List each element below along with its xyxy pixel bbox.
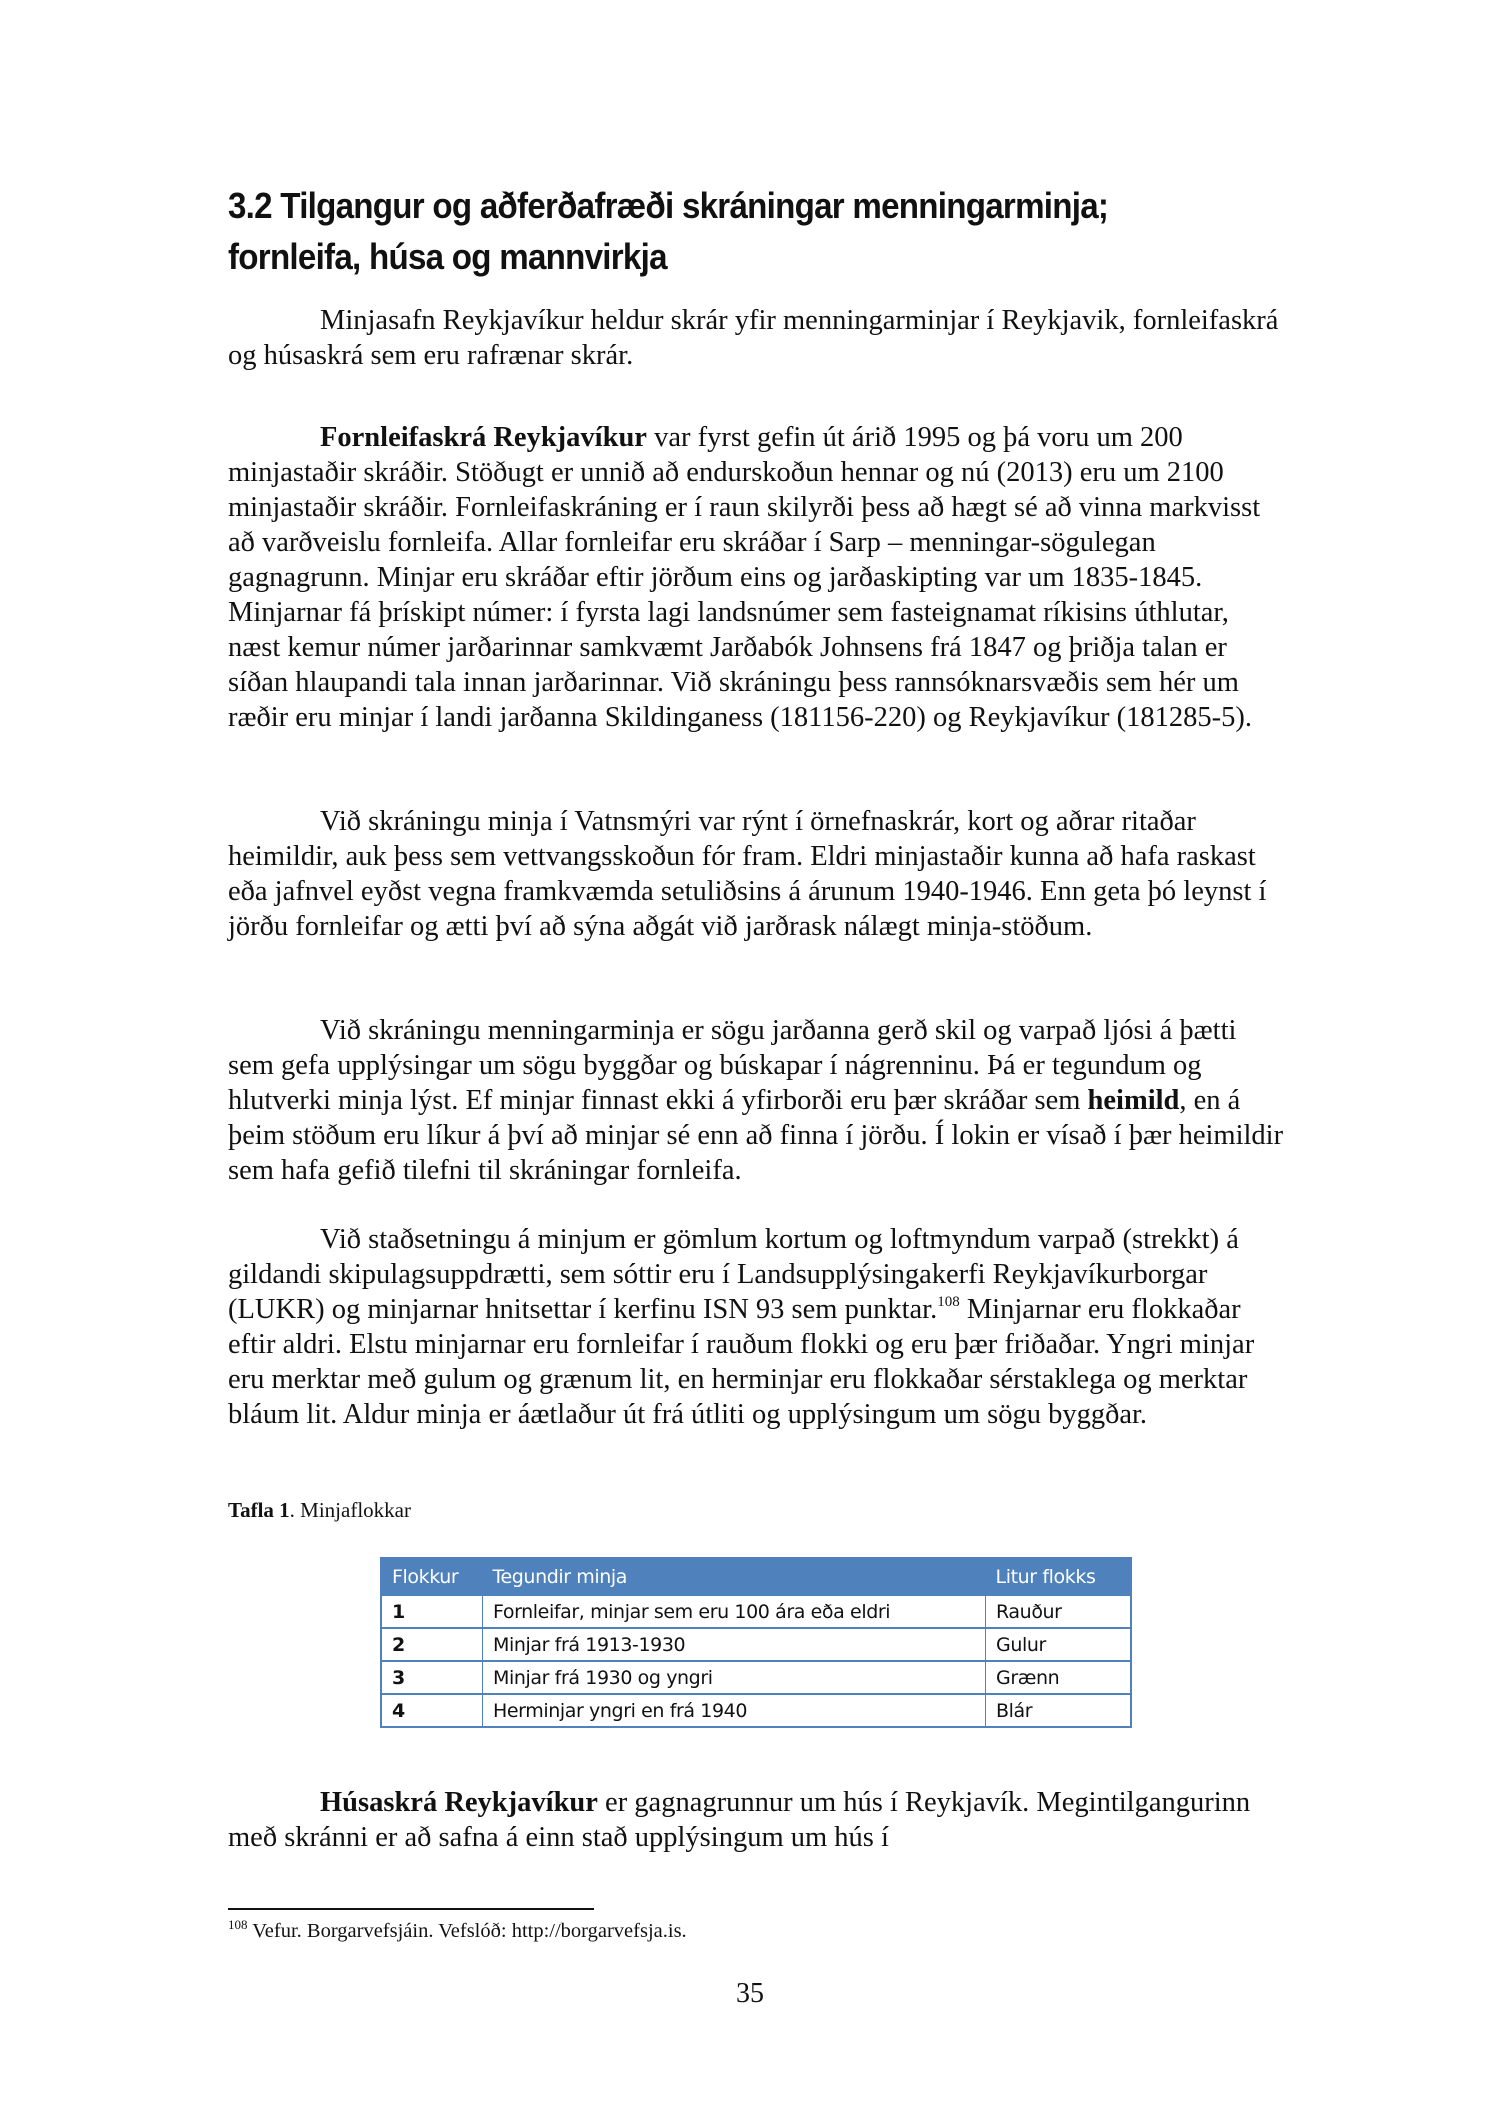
table-row	[381, 1628, 1131, 1661]
paragraph-menningarminjar	[228, 1013, 1288, 1188]
paragraph-text: , en á þeim stöðum eru líkur á því að minjar sé enn að finna í jörðu. Í lokin er vísað í þær heimildir sem hafa gefið tilefni til skráningar fornleifa.	[228, 1085, 1284, 1186]
minjaflokkar-table	[380, 1557, 1132, 1728]
table-row	[381, 1694, 1131, 1727]
heading-line-1: 3.2 Tilgangur og aðferðafræði skráningar menningarminja;	[228, 185, 1109, 226]
table-caption	[228, 1498, 411, 1523]
heading-line-2: fornleifa, húsa og mannvirkja	[228, 236, 667, 277]
paragraph-vatnsmyri	[228, 804, 1288, 944]
paragraph-text: er gagnagrunnur um hús í Reykjavík. Megintilgangurinn með skránni er að safna á einn stað upplýsingum um hús í	[228, 1787, 1251, 1853]
paragraph-stadsetning	[228, 1222, 1288, 1432]
caption-label: Tafla 1	[228, 1498, 290, 1522]
bold-term: heimild	[1087, 1085, 1180, 1116]
paragraph-intro	[228, 303, 1288, 373]
column-header-flokkur: Flokkur	[381, 1558, 483, 1595]
cell-flokkur: 2	[381, 1628, 483, 1661]
table-row	[381, 1661, 1131, 1694]
paragraph-text: Við staðsetningu á minjum er gömlum kortum og loftmyndum varpað (strekkt) á gildandi skipulagsuppdrætti, sem sóttir eru í Landsupplýsingakerfi Reykjavíkurborgar (LUKR) og minjarnar hnitsettar í kerfinu ISN 93 sem punktar.	[228, 1224, 1239, 1325]
cell-flokkur: 1	[381, 1595, 483, 1628]
cell-tegund: Herminjar yngri en frá 1940	[483, 1694, 986, 1727]
footnote-number: 108	[228, 1917, 248, 1932]
table-row	[381, 1595, 1131, 1628]
cell-litur: Blár	[986, 1694, 1131, 1727]
bold-term: Fornleifaskrá Reykjavíkur	[320, 422, 647, 453]
cell-tegund: Minjar frá 1913-1930	[483, 1628, 986, 1661]
cell-flokkur: 4	[381, 1694, 483, 1727]
paragraph-text: var fyrst gefin út árið 1995 og þá voru um 200 minjastaðir skráðir. Stöðugt er unnið að endurskoðun hennar og nú (2013) eru um 2100 minjastaðir skráðir. Fornleifaskráning er í raun skilyrði þess að hægt sé að vinna markvisst að varðveislu fornleifa. Allar fornleifar eru skráðar í Sarp – menningar-sögulegan gagnagrunn. Minjar eru skráðar eftir jörðum eins og jarðaskipting var um 1835-1845. Minjarnar fá þrískipt númer: í fyrsta lagi landsnúmer sem fasteignamat ríkisins úthlutar, næst kemur númer jarðarinnar samkvæmt Jarðabók Johnsens frá 1847 og þriðja talan er síðan hlaupandi tala innan jarðarinnar. Við skráningu þess rannsóknarsvæðis sem hér um ræðir eru minjar í landi jarðanna Skildinganess (181156-220) og Reykjavíkur (181285-5).	[228, 422, 1261, 733]
column-header-tegundir: Tegundir minja	[483, 1558, 986, 1595]
page-number: 35	[736, 1978, 764, 2009]
cell-litur: Gulur	[986, 1628, 1131, 1661]
cell-tegund: Fornleifar, minjar sem eru 100 ára eða eldri	[483, 1595, 986, 1628]
table-header-row	[381, 1558, 1131, 1595]
footnote-reference[interactable]: 108	[937, 1294, 960, 1310]
cell-flokkur: 3	[381, 1661, 483, 1694]
paragraph-text: Við skráningu menningarminja er sögu jarðanna gerð skil og varpað ljósi á þætti sem gefa upplýsingar um sögu byggðar og búskapar í nágrenninu. Þá er tegundum og hlutverki minja lýst. Ef minjar finnast ekki á yfirborði eru þær skráðar sem	[228, 1015, 1237, 1116]
paragraph-text: Minjarnar eru flokkaðar eftir aldri. Elstu minjarnar eru fornleifar í rauðum flokki og eru þær friðaðar. Yngri minjar eru merktar með gulum og grænum lit, en herminjar eru flokkaðar sérstaklega og merktar bláum lit. Aldur minja er áætlaður út frá útliti og upplýsingum um sögu byggðar.	[228, 1294, 1255, 1430]
section-heading	[228, 180, 1240, 282]
cell-litur: Rauður	[986, 1595, 1131, 1628]
footnote-text: Vefur. Borgarvefsjáin. Vefslóð: http://borgarvefsja.is.	[247, 1920, 687, 1942]
paragraph-text: Minjasafn Reykjavíkur heldur skrár yfir menningarminjar í Reykjavik, fornleifaskrá og húsaskrá sem eru rafrænar skrár.	[228, 305, 1279, 371]
cell-tegund: Minjar frá 1930 og yngri	[483, 1661, 986, 1694]
paragraph-text: Við skráningu minja í Vatnsmýri var rýnt í örnefnaskrár, kort og aðrar ritaðar heimildir, auk þess sem vettvangsskoðun fór fram. Eldri minjastaðir kunna að hafa raskast eða jafnvel eyðst vegna framkvæmda setuliðsins á árunum 1940-1946. Enn geta þó leynst í jörðu fornleifar og ætti því að sýna aðgát við jarðrask nálægt minja-stöðum.	[228, 806, 1267, 942]
caption-text: . Minjaflokkar	[289, 1498, 411, 1522]
footnote	[228, 1917, 687, 1943]
paragraph-husaskra	[228, 1785, 1288, 1855]
cell-litur: Grænn	[986, 1661, 1131, 1694]
column-header-litur: Litur flokks	[986, 1558, 1131, 1595]
bold-term: Húsaskrá Reykjavíkur	[320, 1787, 598, 1818]
footnote-divider	[228, 1908, 594, 1910]
paragraph-fornleifaskra	[228, 420, 1288, 735]
